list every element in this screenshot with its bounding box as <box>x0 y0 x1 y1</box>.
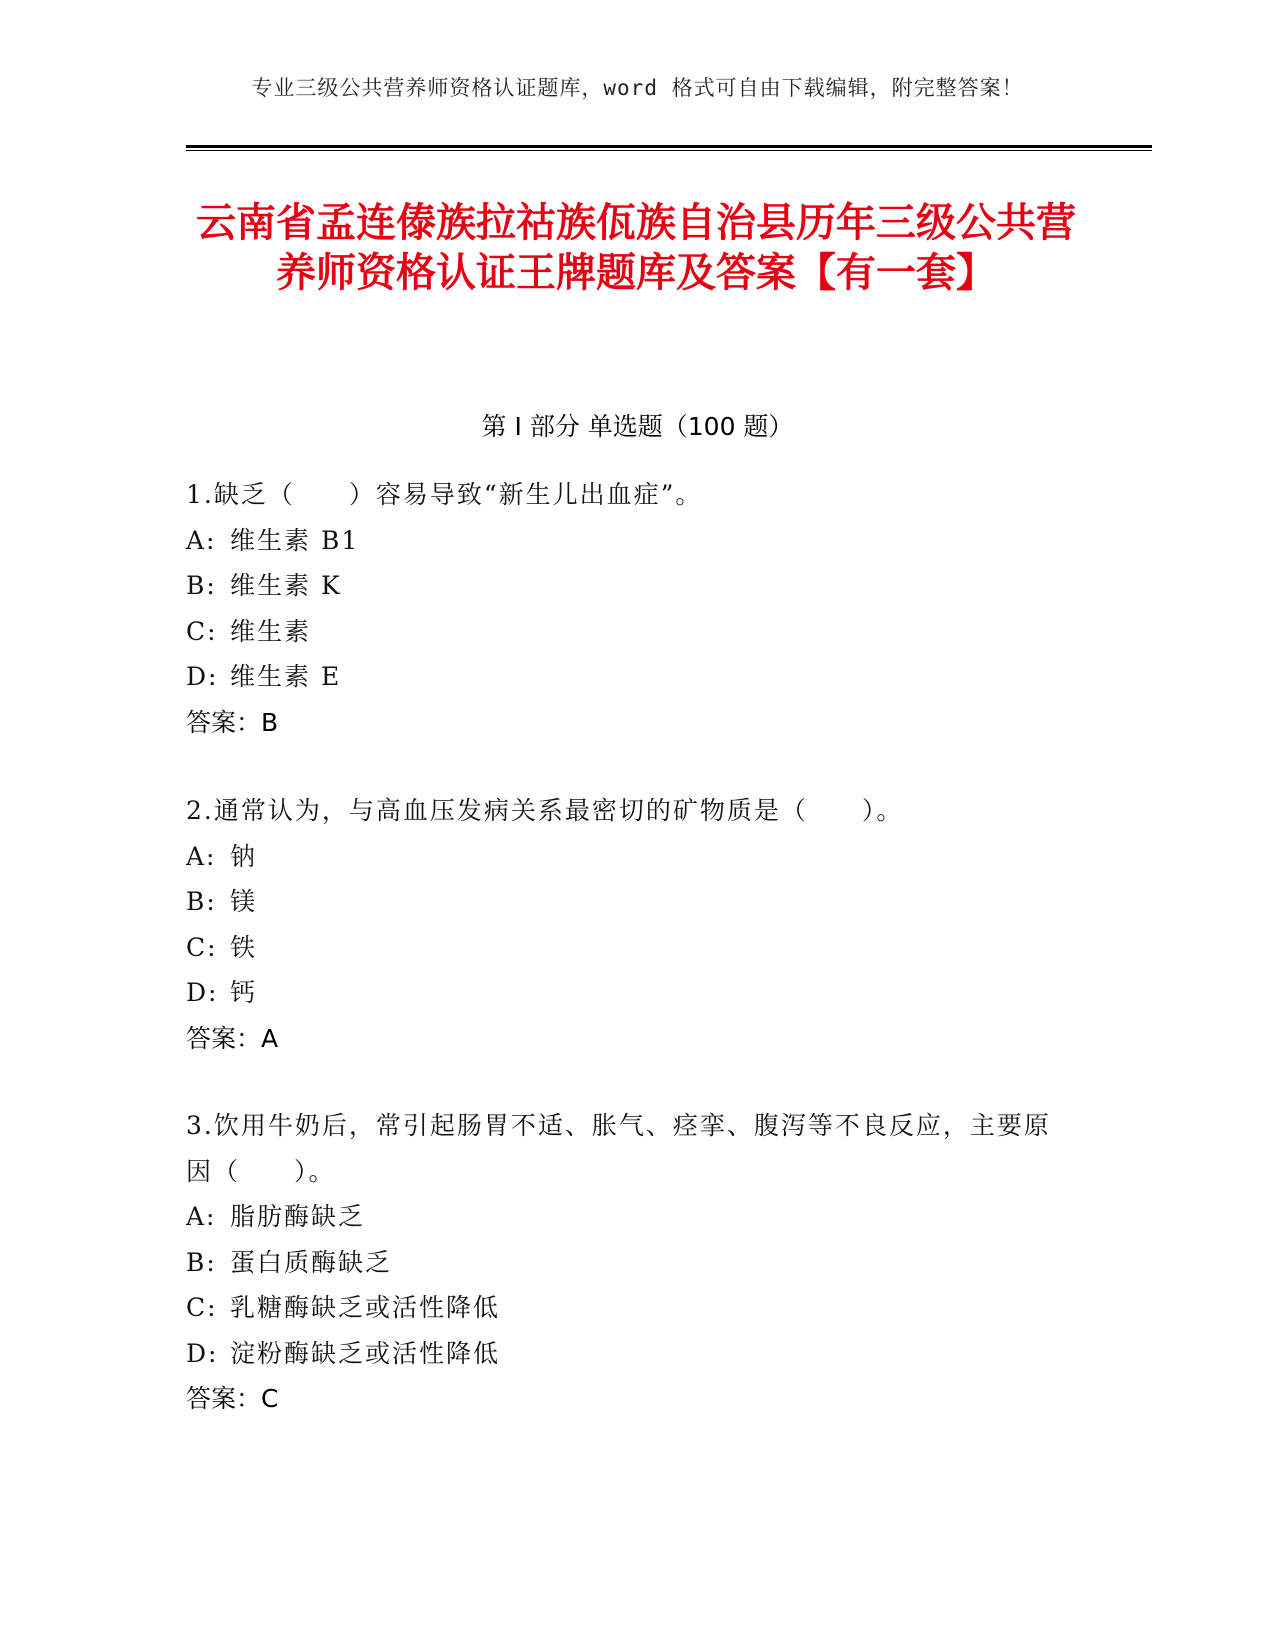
answer: 答案：C <box>186 1384 279 1413</box>
option-text: 维生素 <box>230 616 312 646</box>
option-d <box>186 1331 1066 1377</box>
option-b <box>186 879 1066 925</box>
section-heading: 第 I 部分 单选题（100 题） <box>481 412 794 441</box>
option-c <box>186 609 1066 655</box>
document-title: 云南省孟连傣族拉祜族佤族自治县历年三级公共营养师资格认证王牌题库及答案【有一套】 <box>196 200 1076 296</box>
answer: 答案：A <box>186 1023 279 1053</box>
option-b <box>186 563 1066 609</box>
option-a <box>186 1194 1066 1240</box>
option-text: 维生素 K <box>230 571 342 600</box>
option-c <box>186 925 1066 971</box>
option-letter: C: <box>186 1293 218 1322</box>
option-d <box>186 654 1066 700</box>
option-text: 铁 <box>230 932 258 962</box>
option-letter: B: <box>186 571 217 600</box>
question-2 <box>186 788 1066 1061</box>
option-c <box>186 1285 1066 1331</box>
option-letter: A: <box>186 1202 217 1231</box>
option-letter: C: <box>186 932 218 962</box>
question-stem: 3.饮用牛奶后，常引起肠胃不适、胀气、痉挛、腹泻等不良反应，主要原因（ ）。 <box>186 1111 1051 1186</box>
question-3 <box>186 1103 1066 1422</box>
option-text: 钠 <box>230 841 258 871</box>
option-text: 镁 <box>230 887 258 916</box>
option-text: 淀粉酶缺乏或活性降低 <box>230 1338 501 1368</box>
option-letter: D: <box>186 978 219 1007</box>
option-letter: D: <box>186 1338 219 1368</box>
question-stem: 2.通常认为，与高血压发病关系最密切的矿物质是（ ）。 <box>186 796 904 825</box>
option-d <box>186 970 1066 1016</box>
answer: 答案：B <box>186 707 279 737</box>
option-text: 蛋白质酶缺乏 <box>230 1247 393 1277</box>
option-text: 脂肪酶缺乏 <box>230 1202 366 1231</box>
option-letter: C: <box>186 616 218 646</box>
option-text: 维生素 B1 <box>230 525 360 555</box>
option-letter: D: <box>186 662 219 691</box>
question-stem: 1.缺乏（ ）容易导致“新生儿出血症”。 <box>186 480 703 509</box>
option-text: 乳糖酶缺乏或活性降低 <box>230 1293 501 1322</box>
header-divider-thick <box>186 145 1152 148</box>
option-letter: A: <box>186 525 217 555</box>
option-text: 钙 <box>230 978 258 1007</box>
option-letter: A: <box>186 841 217 871</box>
option-a <box>186 518 1066 564</box>
option-a <box>186 834 1066 880</box>
option-letter: B: <box>186 887 217 916</box>
option-letter: B: <box>186 1247 217 1277</box>
header-note: 专业三级公共营养师资格认证题库，word 格式可自由下载编辑，附完整答案！ <box>251 76 1024 100</box>
option-b <box>186 1240 1066 1286</box>
header-divider-thin <box>186 150 1152 151</box>
question-1 <box>186 472 1066 745</box>
option-text: 维生素 E <box>230 662 342 691</box>
